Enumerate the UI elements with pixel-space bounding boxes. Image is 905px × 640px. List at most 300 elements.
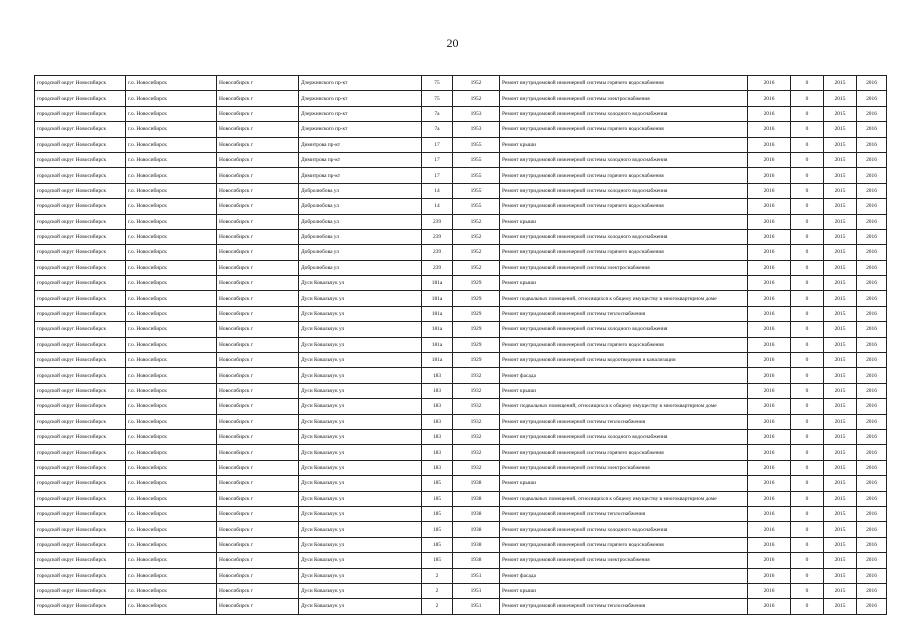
house-cell: 2 xyxy=(422,583,453,598)
house-cell: 17 xyxy=(422,137,453,152)
street-cell: Дуси Ковальчук ул xyxy=(299,476,422,491)
municipality-cell: городской округ Новосибирск xyxy=(35,383,126,398)
locality-cell: Новосибирск г xyxy=(217,337,299,352)
period-start-cell: 2015 xyxy=(824,537,857,552)
district-cell: г.о. Новосибирск xyxy=(126,399,217,414)
house-cell: 185 xyxy=(422,522,453,537)
municipality-cell: городской округ Новосибирск xyxy=(35,199,126,214)
district-cell: г.о. Новосибирск xyxy=(126,337,217,352)
table-row xyxy=(35,106,887,121)
period-start-cell: 2015 xyxy=(824,445,857,460)
locality-cell: Новосибирск г xyxy=(217,168,299,183)
locality-cell: Новосибирск г xyxy=(217,599,299,614)
table-row xyxy=(35,245,887,260)
period-start-cell: 2015 xyxy=(824,368,857,383)
district-cell: г.о. Новосибирск xyxy=(126,522,217,537)
value-cell: 0 xyxy=(791,399,824,414)
period-end-cell: 2016 xyxy=(857,553,887,568)
street-cell: Дзержинского пр-кт xyxy=(299,91,422,106)
locality-cell: Новосибирск г xyxy=(217,583,299,598)
value-cell: 0 xyxy=(791,368,824,383)
period-start-cell: 2015 xyxy=(824,506,857,521)
table-row xyxy=(35,137,887,152)
district-cell: г.о. Новосибирск xyxy=(126,414,217,429)
table-row xyxy=(35,260,887,275)
street-cell: Дуси Ковальчук ул xyxy=(299,460,422,475)
plan-year-cell: 2016 xyxy=(748,568,791,583)
street-cell: Димитрова пр-кт xyxy=(299,152,422,167)
street-cell: Добролюбова ул xyxy=(299,229,422,244)
period-end-cell: 2016 xyxy=(857,506,887,521)
work-type-cell: Ремонт крыши xyxy=(500,383,748,398)
district-cell: г.о. Новосибирск xyxy=(126,368,217,383)
district-cell: г.о. Новосибирск xyxy=(126,260,217,275)
plan-year-cell: 2016 xyxy=(748,599,791,614)
value-cell: 0 xyxy=(791,599,824,614)
period-start-cell: 2015 xyxy=(824,553,857,568)
street-cell: Дуси Ковальчук ул xyxy=(299,445,422,460)
locality-cell: Новосибирск г xyxy=(217,445,299,460)
value-cell: 0 xyxy=(791,537,824,552)
house-cell: 181а xyxy=(422,306,453,321)
house-cell: 2 xyxy=(422,599,453,614)
municipality-cell: городской округ Новосибирск xyxy=(35,429,126,444)
municipality-cell: городской округ Новосибирск xyxy=(35,491,126,506)
house-cell: 14 xyxy=(422,183,453,198)
work-type-cell: Ремонт внутридомовой инженерной системы электроснабжения xyxy=(500,460,748,475)
locality-cell: Новосибирск г xyxy=(217,122,299,137)
plan-year-cell: 2016 xyxy=(748,306,791,321)
work-type-cell: Ремонт внутридомовой инженерной системы горячего водоснабжения xyxy=(500,168,748,183)
period-start-cell: 2015 xyxy=(824,599,857,614)
locality-cell: Новосибирск г xyxy=(217,353,299,368)
value-cell: 0 xyxy=(791,476,824,491)
municipality-cell: городской округ Новосибирск xyxy=(35,599,126,614)
value-cell: 0 xyxy=(791,322,824,337)
locality-cell: Новосибирск г xyxy=(217,506,299,521)
locality-cell: Новосибирск г xyxy=(217,522,299,537)
value-cell: 0 xyxy=(791,91,824,106)
period-end-cell: 2016 xyxy=(857,599,887,614)
value-cell: 0 xyxy=(791,76,824,91)
year-built-cell: 1932 xyxy=(453,414,500,429)
value-cell: 0 xyxy=(791,583,824,598)
period-end-cell: 2016 xyxy=(857,429,887,444)
municipality-cell: городской округ Новосибирск xyxy=(35,522,126,537)
plan-year-cell: 2016 xyxy=(748,91,791,106)
period-start-cell: 2015 xyxy=(824,260,857,275)
year-built-cell: 1955 xyxy=(453,168,500,183)
table-body xyxy=(35,76,887,615)
work-type-cell: Ремонт внутридомовой инженерной системы теплоснабжения xyxy=(500,306,748,321)
year-built-cell: 1952 xyxy=(453,214,500,229)
locality-cell: Новосибирск г xyxy=(217,152,299,167)
period-end-cell: 2016 xyxy=(857,229,887,244)
street-cell: Дуси Ковальчук ул xyxy=(299,553,422,568)
house-cell: 7а xyxy=(422,122,453,137)
period-end-cell: 2016 xyxy=(857,522,887,537)
street-cell: Дуси Ковальчук ул xyxy=(299,537,422,552)
period-start-cell: 2015 xyxy=(824,491,857,506)
year-built-cell: 1929 xyxy=(453,306,500,321)
house-cell: 17 xyxy=(422,152,453,167)
house-cell: 239 xyxy=(422,245,453,260)
period-end-cell: 2016 xyxy=(857,245,887,260)
period-end-cell: 2016 xyxy=(857,537,887,552)
street-cell: Дуси Ковальчук ул xyxy=(299,306,422,321)
district-cell: г.о. Новосибирск xyxy=(126,276,217,291)
house-cell: 183 xyxy=(422,383,453,398)
table-row xyxy=(35,229,887,244)
street-cell: Добролюбова ул xyxy=(299,214,422,229)
street-cell: Добролюбова ул xyxy=(299,183,422,198)
period-start-cell: 2015 xyxy=(824,337,857,352)
plan-year-cell: 2016 xyxy=(748,152,791,167)
municipality-cell: городской округ Новосибирск xyxy=(35,568,126,583)
table-row xyxy=(35,429,887,444)
district-cell: г.о. Новосибирск xyxy=(126,460,217,475)
municipality-cell: городской округ Новосибирск xyxy=(35,537,126,552)
value-cell: 0 xyxy=(791,291,824,306)
municipality-cell: городской округ Новосибирск xyxy=(35,445,126,460)
work-type-cell: Ремонт крыши xyxy=(500,583,748,598)
plan-year-cell: 2016 xyxy=(748,106,791,121)
year-built-cell: 1938 xyxy=(453,537,500,552)
locality-cell: Новосибирск г xyxy=(217,214,299,229)
period-end-cell: 2016 xyxy=(857,183,887,198)
plan-year-cell: 2016 xyxy=(748,245,791,260)
year-built-cell: 1932 xyxy=(453,460,500,475)
district-cell: г.о. Новосибирск xyxy=(126,583,217,598)
municipality-cell: городской округ Новосибирск xyxy=(35,291,126,306)
value-cell: 0 xyxy=(791,229,824,244)
period-start-cell: 2015 xyxy=(824,214,857,229)
district-cell: г.о. Новосибирск xyxy=(126,599,217,614)
municipality-cell: городской округ Новосибирск xyxy=(35,245,126,260)
plan-year-cell: 2016 xyxy=(748,137,791,152)
municipality-cell: городской округ Новосибирск xyxy=(35,506,126,521)
municipality-cell: городской округ Новосибирск xyxy=(35,414,126,429)
plan-year-cell: 2016 xyxy=(748,399,791,414)
municipality-cell: городской округ Новосибирск xyxy=(35,183,126,198)
plan-year-cell: 2016 xyxy=(748,476,791,491)
work-type-cell: Ремонт внутридомовой инженерной системы холодного водоснабжения xyxy=(500,183,748,198)
district-cell: г.о. Новосибирск xyxy=(126,76,217,91)
work-type-cell: Ремонт внутридомовой инженерной системы горячего водоснабжения xyxy=(500,245,748,260)
municipality-cell: городской округ Новосибирск xyxy=(35,76,126,91)
municipality-cell: городской округ Новосибирск xyxy=(35,476,126,491)
plan-year-cell: 2016 xyxy=(748,522,791,537)
period-start-cell: 2015 xyxy=(824,122,857,137)
period-start-cell: 2015 xyxy=(824,460,857,475)
locality-cell: Новосибирск г xyxy=(217,199,299,214)
work-type-cell: Ремонт внутридомовой инженерной системы электроснабжения xyxy=(500,260,748,275)
district-cell: г.о. Новосибирск xyxy=(126,91,217,106)
period-end-cell: 2016 xyxy=(857,306,887,321)
period-start-cell: 2015 xyxy=(824,76,857,91)
locality-cell: Новосибирск г xyxy=(217,322,299,337)
plan-year-cell: 2016 xyxy=(748,291,791,306)
year-built-cell: 1952 xyxy=(453,76,500,91)
period-end-cell: 2016 xyxy=(857,76,887,91)
locality-cell: Новосибирск г xyxy=(217,183,299,198)
work-type-cell: Ремонт внутридомовой инженерной системы холодного водоснабжения xyxy=(500,106,748,121)
value-cell: 0 xyxy=(791,168,824,183)
table-row xyxy=(35,199,887,214)
locality-cell: Новосибирск г xyxy=(217,91,299,106)
work-type-cell: Ремонт внутридомовой инженерной системы водоотведения и канализации xyxy=(500,353,748,368)
work-type-cell: Ремонт внутридомовой инженерной системы электроснабжения xyxy=(500,91,748,106)
house-cell: 183 xyxy=(422,429,453,444)
district-cell: г.о. Новосибирск xyxy=(126,152,217,167)
year-built-cell: 1955 xyxy=(453,199,500,214)
table-row xyxy=(35,414,887,429)
district-cell: г.о. Новосибирск xyxy=(126,229,217,244)
district-cell: г.о. Новосибирск xyxy=(126,214,217,229)
period-start-cell: 2015 xyxy=(824,399,857,414)
municipality-cell: городской округ Новосибирск xyxy=(35,137,126,152)
year-built-cell: 1953 xyxy=(453,106,500,121)
house-cell: 181а xyxy=(422,353,453,368)
house-cell: 183 xyxy=(422,368,453,383)
year-built-cell: 1938 xyxy=(453,506,500,521)
year-built-cell: 1955 xyxy=(453,137,500,152)
district-cell: г.о. Новосибирск xyxy=(126,506,217,521)
year-built-cell: 1932 xyxy=(453,445,500,460)
period-start-cell: 2015 xyxy=(824,291,857,306)
house-cell: 2 xyxy=(422,568,453,583)
street-cell: Дзержинского пр-кт xyxy=(299,122,422,137)
work-type-cell: Ремонт подвальных помещений, относящихся к общему имуществу в многоквартирном доме xyxy=(500,399,748,414)
municipality-cell: городской округ Новосибирск xyxy=(35,91,126,106)
table-row xyxy=(35,353,887,368)
house-cell: 185 xyxy=(422,476,453,491)
street-cell: Дуси Ковальчук ул xyxy=(299,568,422,583)
period-end-cell: 2016 xyxy=(857,106,887,121)
year-built-cell: 1929 xyxy=(453,322,500,337)
district-cell: г.о. Новосибирск xyxy=(126,137,217,152)
period-end-cell: 2016 xyxy=(857,152,887,167)
period-end-cell: 2016 xyxy=(857,122,887,137)
plan-year-cell: 2016 xyxy=(748,368,791,383)
house-cell: 183 xyxy=(422,460,453,475)
house-cell: 183 xyxy=(422,445,453,460)
value-cell: 0 xyxy=(791,152,824,167)
period-end-cell: 2016 xyxy=(857,168,887,183)
period-end-cell: 2016 xyxy=(857,445,887,460)
house-cell: 183 xyxy=(422,399,453,414)
plan-year-cell: 2016 xyxy=(748,353,791,368)
period-start-cell: 2015 xyxy=(824,245,857,260)
table-row xyxy=(35,152,887,167)
year-built-cell: 1938 xyxy=(453,476,500,491)
period-end-cell: 2016 xyxy=(857,322,887,337)
value-cell: 0 xyxy=(791,506,824,521)
municipality-cell: городской округ Новосибирск xyxy=(35,276,126,291)
house-cell: 185 xyxy=(422,537,453,552)
value-cell: 0 xyxy=(791,414,824,429)
house-cell: 185 xyxy=(422,491,453,506)
year-built-cell: 1929 xyxy=(453,291,500,306)
plan-year-cell: 2016 xyxy=(748,414,791,429)
street-cell: Дуси Ковальчук ул xyxy=(299,583,422,598)
locality-cell: Новосибирск г xyxy=(217,229,299,244)
house-cell: 181а xyxy=(422,322,453,337)
house-cell: 181а xyxy=(422,291,453,306)
municipality-cell: городской округ Новосибирск xyxy=(35,306,126,321)
municipality-cell: городской округ Новосибирск xyxy=(35,353,126,368)
house-cell: 239 xyxy=(422,214,453,229)
plan-year-cell: 2016 xyxy=(748,460,791,475)
period-start-cell: 2015 xyxy=(824,414,857,429)
plan-year-cell: 2016 xyxy=(748,183,791,198)
district-cell: г.о. Новосибирск xyxy=(126,476,217,491)
table-row xyxy=(35,476,887,491)
street-cell: Дуси Ковальчук ул xyxy=(299,322,422,337)
period-start-cell: 2015 xyxy=(824,137,857,152)
period-start-cell: 2015 xyxy=(824,583,857,598)
table-row xyxy=(35,368,887,383)
district-cell: г.о. Новосибирск xyxy=(126,122,217,137)
table-row xyxy=(35,183,887,198)
street-cell: Димитрова пр-кт xyxy=(299,137,422,152)
value-cell: 0 xyxy=(791,353,824,368)
work-type-cell: Ремонт внутридомовой инженерной системы холодного водоснабжения xyxy=(500,229,748,244)
page-number: 20 xyxy=(446,36,459,50)
plan-year-cell: 2016 xyxy=(748,322,791,337)
street-cell: Добролюбова ул xyxy=(299,260,422,275)
district-cell: г.о. Новосибирск xyxy=(126,445,217,460)
house-cell: 181а xyxy=(422,337,453,352)
year-built-cell: 1952 xyxy=(453,229,500,244)
street-cell: Добролюбова ул xyxy=(299,199,422,214)
street-cell: Добролюбова ул xyxy=(299,245,422,260)
period-start-cell: 2015 xyxy=(824,568,857,583)
value-cell: 0 xyxy=(791,260,824,275)
district-cell: г.о. Новосибирск xyxy=(126,383,217,398)
work-type-cell: Ремонт внутридомовой инженерной системы горячего водоснабжения xyxy=(500,76,748,91)
table-row xyxy=(35,537,887,552)
period-start-cell: 2015 xyxy=(824,229,857,244)
street-cell: Дуси Ковальчук ул xyxy=(299,491,422,506)
locality-cell: Новосибирск г xyxy=(217,106,299,121)
work-type-cell: Ремонт подвальных помещений, относящихся к общему имуществу в многоквартирном доме xyxy=(500,491,748,506)
work-type-cell: Ремонт внутридомовой инженерной системы горячего водоснабжения xyxy=(500,537,748,552)
year-built-cell: 1938 xyxy=(453,491,500,506)
table-row xyxy=(35,445,887,460)
locality-cell: Новосибирск г xyxy=(217,429,299,444)
municipality-cell: городской округ Новосибирск xyxy=(35,460,126,475)
table-row xyxy=(35,76,887,91)
value-cell: 0 xyxy=(791,306,824,321)
house-cell: 183 xyxy=(422,414,453,429)
period-end-cell: 2016 xyxy=(857,199,887,214)
year-built-cell: 1938 xyxy=(453,553,500,568)
value-cell: 0 xyxy=(791,337,824,352)
street-cell: Дуси Ковальчук ул xyxy=(299,506,422,521)
table-row xyxy=(35,337,887,352)
municipality-cell: городской округ Новосибирск xyxy=(35,337,126,352)
year-built-cell: 1951 xyxy=(453,583,500,598)
value-cell: 0 xyxy=(791,460,824,475)
street-cell: Дзержинского пр-кт xyxy=(299,106,422,121)
table-row xyxy=(35,122,887,137)
work-type-cell: Ремонт внутридомовой инженерной системы холодного водоснабжения xyxy=(500,322,748,337)
house-cell: 239 xyxy=(422,260,453,275)
house-cell: 14 xyxy=(422,199,453,214)
work-type-cell: Ремонт фасада xyxy=(500,568,748,583)
period-end-cell: 2016 xyxy=(857,214,887,229)
locality-cell: Новосибирск г xyxy=(217,306,299,321)
municipality-cell: городской округ Новосибирск xyxy=(35,229,126,244)
municipality-cell: городской округ Новосибирск xyxy=(35,122,126,137)
house-cell: 75 xyxy=(422,91,453,106)
locality-cell: Новосибирск г xyxy=(217,568,299,583)
value-cell: 0 xyxy=(791,199,824,214)
year-built-cell: 1952 xyxy=(453,260,500,275)
year-built-cell: 1953 xyxy=(453,122,500,137)
period-start-cell: 2015 xyxy=(824,106,857,121)
district-cell: г.о. Новосибирск xyxy=(126,353,217,368)
table-row xyxy=(35,291,887,306)
period-start-cell: 2015 xyxy=(824,152,857,167)
work-type-cell: Ремонт внутридомовой инженерной системы теплоснабжения xyxy=(500,414,748,429)
table-row xyxy=(35,583,887,598)
period-end-cell: 2016 xyxy=(857,368,887,383)
period-start-cell: 2015 xyxy=(824,199,857,214)
year-built-cell: 1932 xyxy=(453,429,500,444)
period-start-cell: 2015 xyxy=(824,168,857,183)
period-end-cell: 2016 xyxy=(857,476,887,491)
period-end-cell: 2016 xyxy=(857,383,887,398)
value-cell: 0 xyxy=(791,183,824,198)
municipality-cell: городской округ Новосибирск xyxy=(35,214,126,229)
table-row xyxy=(35,491,887,506)
table-row xyxy=(35,599,887,614)
table-row xyxy=(35,522,887,537)
district-cell: г.о. Новосибирск xyxy=(126,491,217,506)
locality-cell: Новосибирск г xyxy=(217,76,299,91)
plan-year-cell: 2016 xyxy=(748,537,791,552)
period-end-cell: 2016 xyxy=(857,353,887,368)
street-cell: Дуси Ковальчук ул xyxy=(299,399,422,414)
plan-year-cell: 2016 xyxy=(748,122,791,137)
period-start-cell: 2015 xyxy=(824,183,857,198)
street-cell: Дуси Ковальчук ул xyxy=(299,291,422,306)
table-row xyxy=(35,168,887,183)
period-end-cell: 2016 xyxy=(857,414,887,429)
work-type-cell: Ремонт внутридомовой инженерной системы теплоснабжения xyxy=(500,599,748,614)
period-start-cell: 2015 xyxy=(824,353,857,368)
work-type-cell: Ремонт подвальных помещений, относящихся к общему имуществу в многоквартирном доме xyxy=(500,291,748,306)
year-built-cell: 1929 xyxy=(453,353,500,368)
value-cell: 0 xyxy=(791,137,824,152)
capital-repair-table xyxy=(34,75,887,615)
value-cell: 0 xyxy=(791,445,824,460)
work-type-cell: Ремонт внутридомовой инженерной системы горячего водоснабжения xyxy=(500,337,748,352)
street-cell: Дуси Ковальчук ул xyxy=(299,368,422,383)
street-cell: Дуси Ковальчук ул xyxy=(299,414,422,429)
value-cell: 0 xyxy=(791,553,824,568)
district-cell: г.о. Новосибирск xyxy=(126,568,217,583)
locality-cell: Новосибирск г xyxy=(217,383,299,398)
year-built-cell: 1932 xyxy=(453,399,500,414)
locality-cell: Новосибирск г xyxy=(217,245,299,260)
district-cell: г.о. Новосибирск xyxy=(126,199,217,214)
year-built-cell: 1951 xyxy=(453,599,500,614)
table-row xyxy=(35,399,887,414)
work-type-cell: Ремонт внутридомовой инженерной системы электроснабжения xyxy=(500,553,748,568)
